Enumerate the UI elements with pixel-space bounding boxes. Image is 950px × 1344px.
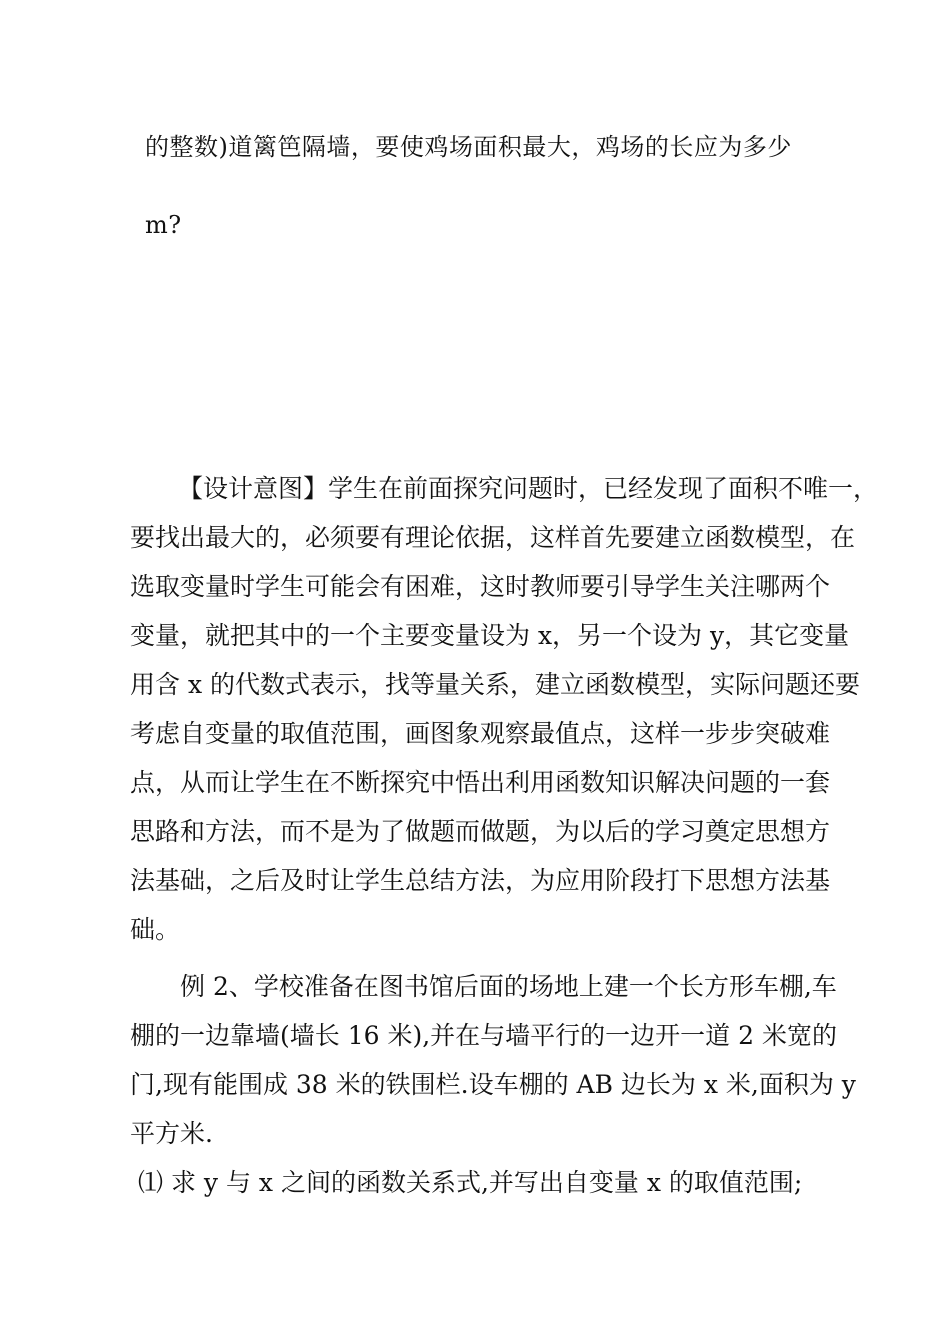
design-intent-line: 法基础，之后及时让学生总结方法，为应用阶段打下思想方法基	[130, 866, 831, 895]
design-intent-line: 【设计意图】学生在前面探究问题时，已经发现了面积不唯一，	[178, 474, 879, 503]
design-intent-line: 础。	[130, 915, 181, 944]
design-intent-line: 选取变量时学生可能会有困难，这时教师要引导学生关注哪两个	[130, 572, 831, 601]
example-2-line: 棚的一边靠墙(墙长 16 米),并在与墙平行的一边开一道 2 米宽的	[130, 1021, 837, 1050]
design-intent-line: 用含 x 的代数式表示，找等量关系，建立函数模型，实际问题还要	[130, 670, 860, 699]
continuation-line-2: m?	[145, 211, 182, 239]
example-2-line: 例 2、学校准备在图书馆后面的场地上建一个长方形车棚,车	[180, 972, 837, 1001]
example-2-line: 平方米.	[130, 1119, 213, 1148]
example-2-paragraph	[130, 962, 856, 1158]
design-intent-line: 思路和方法，而不是为了做题而做题，为以后的学习奠定思想方	[130, 817, 831, 846]
design-intent-line: 变量，就把其中的一个主要变量设为 x，另一个设为 y，其它变量	[130, 621, 850, 650]
design-intent-line: 点，从而让学生在不断探究中悟出利用函数知识解决问题的一套	[130, 768, 831, 797]
example-2-question-1: ⑴ 求 y 与 x 之间的函数关系式,并写出自变量 x 的取值范围;	[138, 1168, 803, 1197]
example-2-line: 门,现有能围成 38 米的铁围栏.设车棚的 AB 边长为 x 米,面积为 y	[130, 1070, 856, 1099]
design-intent-line: 考虑自变量的取值范围，画图象观察最值点，这样一步步突破难	[130, 719, 831, 748]
continuation-line-1: 的整数)道篱笆隔墙，要使鸡场面积最大，鸡场的长应为多少	[145, 133, 792, 161]
design-intent-paragraph	[130, 464, 879, 954]
design-intent-line: 要找出最大的，必须要有理论依据，这样首先要建立函数模型，在	[130, 523, 856, 552]
